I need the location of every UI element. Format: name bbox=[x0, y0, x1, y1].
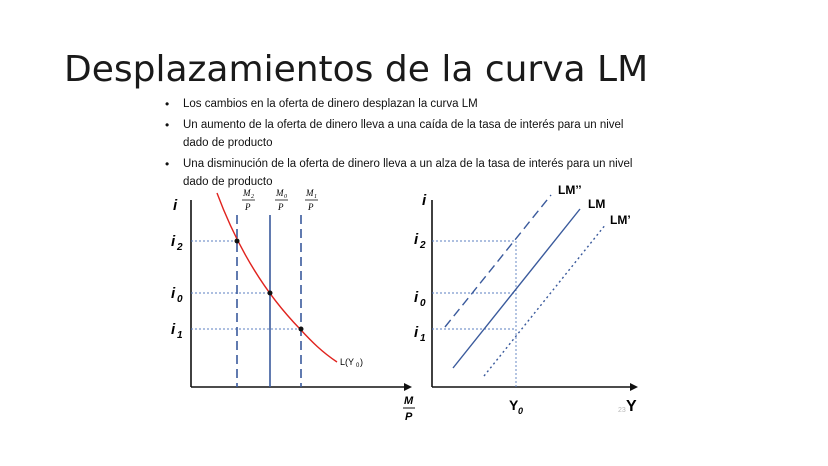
lm-label: LM bbox=[588, 197, 606, 211]
equilibrium-point-i1 bbox=[299, 327, 304, 332]
svg-text:L(Y: L(Y bbox=[340, 357, 355, 367]
svg-text:P: P bbox=[405, 411, 413, 423]
supply-label-m2 bbox=[242, 188, 255, 212]
money-demand-curve bbox=[217, 193, 337, 362]
supply-label-m0 bbox=[275, 188, 288, 212]
money-market-chart bbox=[171, 188, 415, 423]
svg-text:): ) bbox=[360, 357, 363, 367]
svg-text:i: i bbox=[171, 321, 176, 338]
bullet-item: • Los cambios en la oferta de dinero desplazan la curva LM bbox=[165, 95, 645, 113]
supply-label-m0-num: M bbox=[276, 188, 284, 198]
rate-label-i2-right bbox=[414, 231, 426, 251]
lm-double-prime-label: LM’’ bbox=[558, 183, 582, 197]
svg-text:2: 2 bbox=[177, 242, 183, 253]
slide-title: Desplazamientos de la curva LM bbox=[64, 49, 649, 90]
rate-label-i0-right bbox=[414, 289, 426, 309]
supply-label-m1-num: M bbox=[306, 188, 314, 198]
rate-label-i2-left bbox=[171, 233, 183, 253]
rate-label-i1-right bbox=[414, 324, 426, 344]
supply-label-m2-den: P bbox=[245, 202, 251, 212]
svg-text:1: 1 bbox=[177, 330, 183, 341]
left-x-axis-label bbox=[403, 395, 415, 423]
svg-text:i: i bbox=[171, 233, 176, 250]
svg-text:M: M bbox=[404, 395, 414, 407]
y0-tick-label bbox=[509, 397, 523, 416]
lm-double-prime-curve bbox=[445, 195, 551, 327]
svg-text:0: 0 bbox=[356, 363, 360, 369]
supply-label-m0-den: P bbox=[278, 202, 284, 212]
svg-text:0: 0 bbox=[518, 406, 524, 416]
lm-chart bbox=[414, 183, 637, 416]
svg-text:0: 0 bbox=[420, 298, 426, 309]
right-x-axis-label: Y bbox=[626, 398, 637, 415]
supply-label-m1-sub: 1 bbox=[314, 194, 317, 200]
bullet-item: • Un aumento de la oferta de dinero lleva a una caída de la tasa de interés para un nivel dado de producto bbox=[165, 116, 645, 152]
svg-text:i: i bbox=[414, 231, 419, 248]
svg-text:i: i bbox=[414, 324, 419, 341]
lm-prime-label: LM’ bbox=[610, 213, 631, 227]
svg-text:Y: Y bbox=[509, 397, 519, 413]
supply-label-m2-sub: 2 bbox=[251, 194, 254, 200]
right-y-axis-label: i bbox=[422, 192, 427, 209]
equilibrium-point-i2 bbox=[235, 239, 240, 244]
rate-label-i0-left bbox=[171, 285, 183, 305]
lm-curve bbox=[453, 209, 580, 368]
supply-label-m0-sub: 0 bbox=[284, 194, 287, 200]
money-demand-label bbox=[340, 357, 363, 369]
supply-label-m1-den: P bbox=[308, 202, 314, 212]
svg-text:1: 1 bbox=[420, 333, 426, 344]
equilibrium-point-i0 bbox=[268, 291, 273, 296]
lm-prime-curve bbox=[484, 224, 606, 376]
svg-text:2: 2 bbox=[420, 240, 426, 251]
svg-text:i: i bbox=[171, 285, 176, 302]
bullet-item: • Una disminución de la oferta de dinero lleva a un alza de la tasa de interés para un nivel dado de producto bbox=[165, 155, 645, 191]
supply-label-m2-num: M bbox=[243, 188, 251, 198]
svg-text:0: 0 bbox=[177, 294, 183, 305]
rate-label-i1-left bbox=[171, 321, 183, 341]
left-y-axis-label: i bbox=[173, 197, 178, 214]
page-number: 23 bbox=[618, 407, 626, 414]
supply-label-m1 bbox=[305, 188, 318, 212]
svg-text:i: i bbox=[414, 289, 419, 306]
